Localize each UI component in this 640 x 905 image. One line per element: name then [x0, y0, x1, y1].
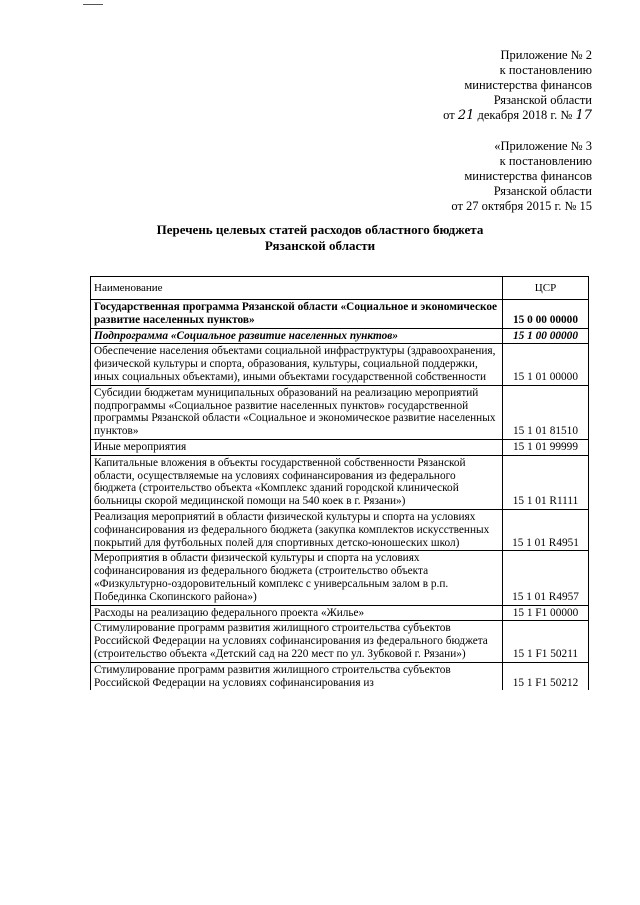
- row-name: Расходы на реализацию федерального проекта «Жилье»: [91, 605, 503, 621]
- row-name: Мероприятия в области физической культуры и спорта на условиях софинансирования из федерального бюджета (строительство объекта «Физкультурно-оздоровительный комплекс с универсальным залом в р.п. Побединка Скопинского района»): [91, 551, 503, 605]
- scan-mark: [83, 4, 103, 5]
- column-header-name: Наименование: [91, 277, 503, 300]
- row-code: 15 1 01 R4957: [503, 551, 589, 605]
- row-code: 15 1 01 00000: [503, 344, 589, 385]
- table-row: [91, 385, 589, 439]
- annex-current-heading: [443, 48, 592, 123]
- row-code: 15 1 01 99999: [503, 439, 589, 455]
- table-row: [91, 439, 589, 455]
- annex-ref: к постановлению: [499, 154, 592, 168]
- annex-region: Рязанской области: [493, 93, 592, 107]
- row-code: 15 1 01 R4951: [503, 509, 589, 550]
- annex-date: от 21 декабря 2018 г. № 17: [443, 108, 592, 123]
- row-code: 15 1 F1 50211: [503, 621, 589, 662]
- row-code: 15 1 01 81510: [503, 385, 589, 439]
- expense-items-table: [90, 276, 589, 690]
- column-header-code: ЦСР: [503, 277, 589, 300]
- row-code: 15 0 00 00000: [503, 300, 589, 329]
- table-row: [91, 662, 589, 690]
- row-name: Государственная программа Рязанской области «Социальное и экономическое развитие населенных пунктов»: [91, 300, 503, 329]
- annex-ministry: министерства финансов: [464, 78, 592, 92]
- row-name: Субсидии бюджетам муниципальных образований на реализацию мероприятий подпрограммы «Социальное развитие населенных пунктов» государственной программы Рязанской области «Социальное и экономическое развитие населенных пунктов»: [91, 385, 503, 439]
- handwritten-day: 21: [457, 108, 475, 123]
- row-name: Обеспечение населения объектами социальной инфраструктуры (здравоохранения, физической культуры и спорта, образования, культуры, социальной поддержки, иных социальных объектами), иными объектами государственной собственности: [91, 344, 503, 385]
- row-code: 15 1 00 00000: [503, 328, 589, 344]
- row-name: Подпрограмма «Социальное развитие населенных пунктов»: [91, 328, 503, 344]
- table-row: [91, 621, 589, 662]
- annex-date: от 27 октября 2015 г. № 15: [451, 199, 592, 213]
- table-row: [91, 328, 589, 344]
- table-row: [91, 455, 589, 509]
- row-name: Стимулирование программ развития жилищного строительства субъектов Российской Федерации на условиях софинансирования из федерального бюджета (строительство объекта «Детский сад на 220 мест по ул. Зубковой г. Рязани»): [91, 621, 503, 662]
- annex-previous-heading: [451, 139, 592, 214]
- row-code: 15 1 01 R1111: [503, 455, 589, 509]
- annex-number: «Приложение № 3: [494, 139, 592, 153]
- row-code: 15 1 F1 50212: [503, 662, 589, 690]
- annex-region: Рязанской области: [493, 184, 592, 198]
- annex-ministry: министерства финансов: [464, 169, 592, 183]
- row-name: Стимулирование программ развития жилищного строительства субъектов Российской Федерации на условиях софинансирования из: [91, 662, 503, 690]
- handwritten-number: 17: [575, 108, 592, 123]
- table-row: [91, 509, 589, 550]
- document-title: Перечень целевых статей расходов областного бюджета Рязанской области: [156, 222, 484, 253]
- annex-number: Приложение № 2: [500, 48, 592, 62]
- row-code: 15 1 F1 00000: [503, 605, 589, 621]
- table-row: [91, 300, 589, 329]
- table-row: [91, 344, 589, 385]
- table-header-row: [91, 277, 589, 300]
- row-name: Капитальные вложения в объекты государственной собственности Рязанской области, осуществляемые на условиях софинансирования из федерального бюджета (строительство объекта «Комплекс зданий городской клинической больницы скорой медицинской помощи на 540 коек в г. Рязани»): [91, 455, 503, 509]
- table-row: [91, 551, 589, 605]
- table-row: [91, 605, 589, 621]
- annex-ref: к постановлению: [499, 63, 592, 77]
- row-name: Реализация мероприятий в области физической культуры и спорта на условиях софинансирования из федерального бюджета (закупка комплектов искусственных покрытий для футбольных полей для спортивных детско-юношеских школ): [91, 509, 503, 550]
- row-name: Иные мероприятия: [91, 439, 503, 455]
